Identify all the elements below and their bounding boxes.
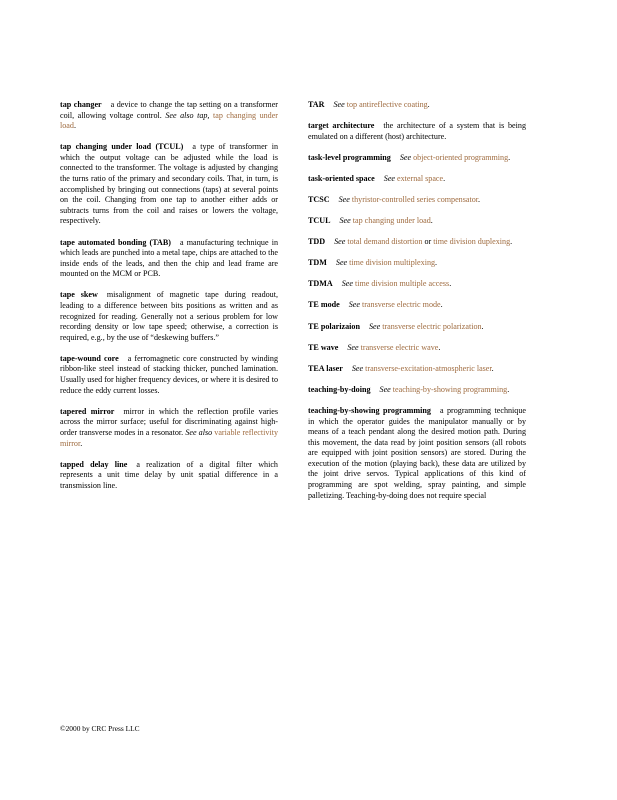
entry-definition-text: . [80, 438, 83, 448]
entry-definition-text: a ferromagnetic core constructed by winding ribbon-like steel instead of stacking thicker, punched lamination. Usually used for higher frequency devices, or where it is desired to reduce the eddy current losses. [60, 353, 278, 395]
entry-definition-text: . [478, 194, 481, 204]
glossary-entry [60, 407, 278, 449]
entry-cross-reference-label: See [399, 152, 414, 162]
entry-term: TDD [308, 237, 326, 247]
entry-definition-text: a manufacturing technique in which leads are punched into a metal tape, chips are attached to the inside ends of the leads, and then the chip and lead frame are mounted on the MCM or PCB. [60, 237, 278, 279]
entry-cross-reference-link[interactable]: external space [397, 173, 444, 183]
entry-definition-text: . [73, 121, 76, 131]
entry-cross-reference-label: See [334, 237, 348, 247]
entry-definition-text: . [507, 384, 510, 394]
left-column [60, 100, 278, 740]
entry-definition-text: . [438, 342, 441, 352]
entry-cross-reference-label: See [339, 216, 353, 226]
glossary-entry [60, 460, 278, 492]
entry-term: tap changer [60, 100, 102, 109]
entry-cross-reference-link[interactable]: transverse-excitation-atmospheric laser [365, 363, 492, 373]
entry-cross-reference-label: See [333, 100, 347, 109]
entry-definition-text: misalignment of magnetic tape during readout, leading to a difference between bits positions as written and as recognized for reading. Generally not a serious problem for low recording density or low tape speed; otherwise, a correction is required, e.g., by the use of “deskewing buffers.” [60, 290, 278, 342]
entry-definition-text: the architecture of a system that is being emulated on a different (host) architecture. [308, 121, 526, 141]
entry-definition-text: . [435, 258, 438, 268]
entry-cross-reference-link[interactable]: time division multiple access [355, 279, 450, 289]
entry-definition-text: . [449, 279, 452, 289]
glossary-entry [60, 290, 278, 343]
entry-term: TDM [308, 258, 327, 268]
glossary-entry [308, 216, 526, 227]
entry-cross-reference-link[interactable]: thyristor-controlled series compensator [351, 194, 479, 204]
entry-cross-reference-label: See [348, 300, 362, 310]
glossary-entry [308, 153, 526, 164]
entry-definition-text: . [440, 300, 443, 310]
entry-definition-text: . [481, 321, 484, 331]
entry-cross-reference-link[interactable]: transverse electric mode [361, 300, 441, 310]
entry-cross-reference-label: See also [185, 427, 215, 437]
entry-definition-text: a type of transformer in which the output voltage can be adjusted while the load is connected to the transformer. The voltage is adjusted by changing the turns ratio of the primary and secondary coils. That, in turn, is accomplished by bringing out connections (taps) at several points on the coil. Changing from one tap to another either adds or subtracts turns from the coil and raises or lowers the voltage, respectively. [60, 142, 278, 226]
entry-cross-reference-label: See [338, 194, 352, 204]
glossary-entry [308, 174, 526, 185]
glossary-entry [60, 100, 278, 132]
entry-term: tap changing under load (TCUL) [60, 142, 184, 152]
glossary-entry [60, 354, 278, 396]
glossary-entry [308, 322, 526, 333]
entry-term: TEA laser [308, 363, 343, 373]
entry-definition-text: . [510, 237, 513, 247]
glossary-entry [308, 237, 526, 248]
entry-term: TCSC [308, 194, 330, 204]
glossary-entry [308, 258, 526, 269]
entry-term: tapered mirror [60, 406, 115, 416]
entry-definition-text: . [430, 216, 433, 226]
entry-cross-reference-link[interactable]: total demand distortion [347, 237, 423, 247]
entry-cross-reference-label: See [341, 279, 355, 289]
glossary-entry [308, 195, 526, 206]
entry-definition-text: a device to change the tap setting on a transformer coil, allowing voltage control. [60, 100, 279, 120]
glossary-entry [308, 385, 526, 396]
glossary-entry [308, 121, 526, 142]
entry-term: TAR [308, 100, 325, 109]
entry-term: TE wave [308, 342, 339, 352]
entry-term: TE polarizaion [308, 321, 360, 331]
glossary-entry [308, 100, 526, 111]
entry-term: task-oriented space [308, 173, 375, 183]
entry-cross-reference-label: See [347, 342, 361, 352]
entry-term: tape-wound core [60, 353, 119, 363]
entry-term: TDMA [308, 279, 333, 289]
entry-definition-text: . [443, 173, 446, 183]
entry-cross-reference-label: See [335, 258, 350, 268]
glossary-entry [308, 279, 526, 290]
entry-cross-reference-link[interactable]: object-oriented programming [413, 152, 509, 162]
glossary-entry [308, 406, 526, 501]
entry-cross-reference-link[interactable]: time division duplexing [433, 237, 511, 247]
entry-term: tapped delay line [60, 459, 128, 469]
entry-cross-reference-link[interactable]: tap changing under load [60, 110, 279, 131]
entry-cross-reference-link[interactable]: top antireflective coating [346, 100, 428, 109]
entry-term: teaching-by-showing programming [308, 405, 431, 415]
entry-definition-text: mirror in which the reflection profile varies across the mirror surface; useful for discriminating against high-order transverse modes in a resonator. [60, 406, 278, 437]
entry-definition-text: . [508, 152, 511, 162]
entry-definition-text: . [491, 363, 494, 373]
entry-cross-reference-link[interactable]: variable reflectivity mirror [60, 427, 278, 448]
two-column-body [60, 100, 557, 740]
copyright-footer: ©2000 by CRC Press LLC [60, 724, 140, 733]
entry-cross-reference-label: See [383, 173, 398, 183]
glossary-entry [60, 142, 278, 227]
entry-term: TCUL [308, 216, 331, 226]
glossary-entry [60, 238, 278, 280]
entry-cross-reference-link[interactable]: transverse electric polarization [382, 321, 482, 331]
entry-cross-reference-link[interactable]: teaching-by-showing programming [392, 384, 508, 394]
entry-term: tape skew [60, 290, 98, 300]
entry-cross-reference-label: tap, [197, 110, 213, 120]
entry-definition-text: a programming technique in which the operator guides the manipulator manually or by means of a teach pendant along the desired motion path. During this movement, the data read by joint position sensors (all robots are equipped with joint position sensors) are stored. During the execution of the motion (playing back), these data are utilized by the joint drive servos. Typical applications of this kind of programming are spot welding, spray painting, and simple palletizing. Teaching-by-doing does not require special [308, 405, 526, 500]
entry-cross-reference-label: See also [165, 110, 198, 120]
entry-term: tape automated bonding (TAB) [60, 237, 171, 247]
entry-definition-text: . [427, 100, 430, 109]
right-column [308, 100, 526, 740]
entry-cross-reference-link[interactable]: tap changing under load [352, 216, 431, 226]
entry-cross-reference-link[interactable]: transverse electric wave [360, 342, 439, 352]
entry-cross-reference-label: See [368, 321, 383, 331]
entry-definition-text: a realization of a digital filter which represents a unit time delay by unit spatial difference in a transmission line. [60, 459, 278, 490]
entry-cross-reference-link[interactable]: time division multiplexing [349, 258, 436, 268]
glossary-entry [308, 364, 526, 375]
entry-term: task-level programming [308, 152, 391, 162]
glossary-entry [308, 300, 526, 311]
glossary-entry [308, 343, 526, 354]
entry-term: target architecture [308, 121, 375, 131]
entry-definition-text: or [422, 237, 434, 247]
entry-cross-reference-label: See [351, 363, 366, 373]
entry-term: TE mode [308, 300, 340, 310]
entry-cross-reference-label: See [379, 384, 393, 394]
entry-term: teaching-by-doing [308, 384, 371, 394]
